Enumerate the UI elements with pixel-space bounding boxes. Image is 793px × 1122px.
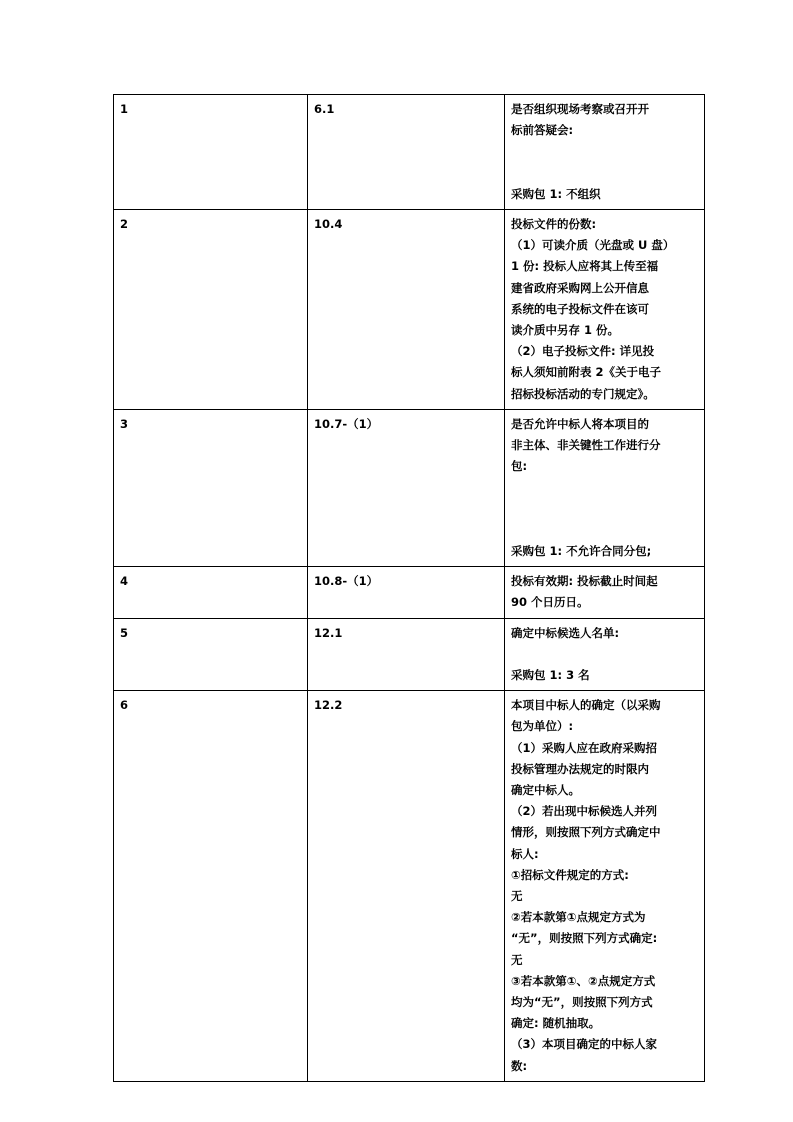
table-row (114, 567, 705, 618)
clause-body-lines (511, 414, 699, 562)
clause-table-body (114, 95, 705, 1082)
clause-body-line: 系统的电子投标文件在该可 (511, 301, 649, 316)
clause-body-line: （1）采购人应在政府采购招 (511, 740, 658, 755)
clause-body-line: 投标有效期: 投标截止时间起 (511, 574, 658, 589)
clause-body-line: 招标投标活动的专门规定》。 (511, 386, 655, 401)
row-number-cell (114, 409, 308, 566)
clause-ref: 6.1 (314, 102, 335, 116)
clause-ref-cell (308, 618, 505, 691)
clause-body-line: 采购包 1: 不允许合同分包; (511, 543, 652, 558)
clause-body-line: 标人须知前附表 2《关于电子 (511, 365, 662, 380)
clause-body-line: 无 (511, 952, 523, 967)
clause-ref-cell (308, 567, 505, 618)
row-number-cell (114, 618, 308, 691)
table-row (114, 209, 705, 409)
row-number-cell (114, 567, 308, 618)
clause-body-line: 是否允许中标人将本项目的 (511, 416, 649, 431)
clause-body-line: 均为“无”，则按照下列方式 (511, 995, 653, 1010)
clause-body-line: 无 (511, 889, 523, 904)
clause-body-line: 标前答疑会: (511, 123, 574, 138)
clause-body-line: 非主体、非关键性工作进行分 (511, 438, 661, 453)
clause-body-line: 确定中标人。 (511, 783, 580, 797)
clause-body-line: 建省政府采购网上公开信息 (511, 280, 649, 295)
clause-body-lines (511, 214, 699, 405)
clause-body-line: 数: (511, 1058, 528, 1073)
clause-body-line: 是否组织现场考察或召开开 (511, 102, 649, 116)
blank-line (511, 644, 699, 665)
clause-body-lines (511, 695, 699, 1077)
clause-body-cell (505, 567, 705, 618)
clause-ref-cell (308, 409, 505, 566)
row-number: 3 (120, 416, 129, 431)
clause-ref: 12.2 (314, 698, 343, 713)
clause-ref-cell (308, 95, 505, 210)
clause-body-line: 情形，则按照下列方式确定中 (511, 825, 661, 840)
clause-body-line: “无”，则按照下列方式确定: (511, 931, 658, 946)
row-number: 6 (120, 698, 129, 713)
blank-line (511, 477, 699, 498)
clause-body-line: 本项目中标人的确定（以采购 (511, 698, 661, 713)
clause-ref: 12.1 (314, 625, 343, 640)
row-number: 4 (120, 574, 129, 589)
clause-body-line: ①招标文件规定的方式: (511, 867, 629, 882)
blank-line (511, 520, 699, 541)
clause-body-line: （1）可读介质（光盘或 U 盘） (511, 238, 675, 253)
table-row (114, 691, 705, 1082)
clause-body-line: 投标文件的份数: (511, 216, 597, 231)
clause-body-line: 包为单位）: (511, 719, 574, 734)
clause-body-line: 采购包 1: 3 名 (511, 667, 590, 682)
clause-body-cell (505, 209, 705, 409)
blank-line (511, 163, 699, 184)
blank-line (511, 499, 699, 520)
clause-body-line: 投标管理办法规定的时限内 (511, 761, 649, 776)
clause-body-line: 确定: 随机抽取。 (511, 1016, 601, 1031)
row-number-cell (114, 691, 308, 1082)
clause-ref-cell (308, 691, 505, 1082)
clause-body-line: （2）若出现中标候选人并列 (511, 804, 658, 819)
clause-body-lines (511, 623, 699, 687)
clause-body-line: 1 份: 投标人应将其上传至福 (511, 259, 659, 274)
clause-body-lines (511, 571, 699, 613)
table-row (114, 618, 705, 691)
clause-body-line: 包: (511, 459, 528, 474)
clause-ref-cell (308, 209, 505, 409)
row-number: 1 (120, 102, 129, 116)
clause-ref: 10.4 (314, 216, 343, 231)
clause-body-cell (505, 409, 705, 566)
clause-body-line: 采购包 1: 不组织 (511, 186, 601, 201)
table-row (114, 95, 705, 210)
table-row (114, 409, 705, 566)
clause-body-line: 标人: (511, 846, 539, 861)
clause-body-cell (505, 691, 705, 1082)
row-number: 2 (120, 216, 129, 231)
clause-body-cell (505, 618, 705, 691)
row-number: 5 (120, 625, 129, 640)
clause-ref: 10.8-（1） (314, 574, 379, 589)
clause-body-line: ③若本款第①、②点规定方式 (511, 973, 656, 988)
clause-body-line: ②若本款第①点规定方式为 (511, 910, 646, 925)
clause-body-line: 确定中标候选人名单: (511, 625, 620, 640)
clause-body-line: （3）本项目确定的中标人家 (511, 1037, 658, 1052)
clause-ref: 10.7-（1） (314, 416, 379, 431)
clause-body-cell (505, 95, 705, 210)
clause-body-lines (511, 99, 699, 205)
clause-body-line: （2）电子投标文件: 详见投 (511, 344, 655, 359)
blank-line (511, 141, 699, 162)
clause-body-line: 90 个日历日。 (511, 595, 589, 610)
clause-table (113, 94, 705, 1082)
row-number-cell (114, 95, 308, 210)
row-number-cell (114, 209, 308, 409)
clause-body-line: 读介质中另存 1 份。 (511, 323, 620, 337)
